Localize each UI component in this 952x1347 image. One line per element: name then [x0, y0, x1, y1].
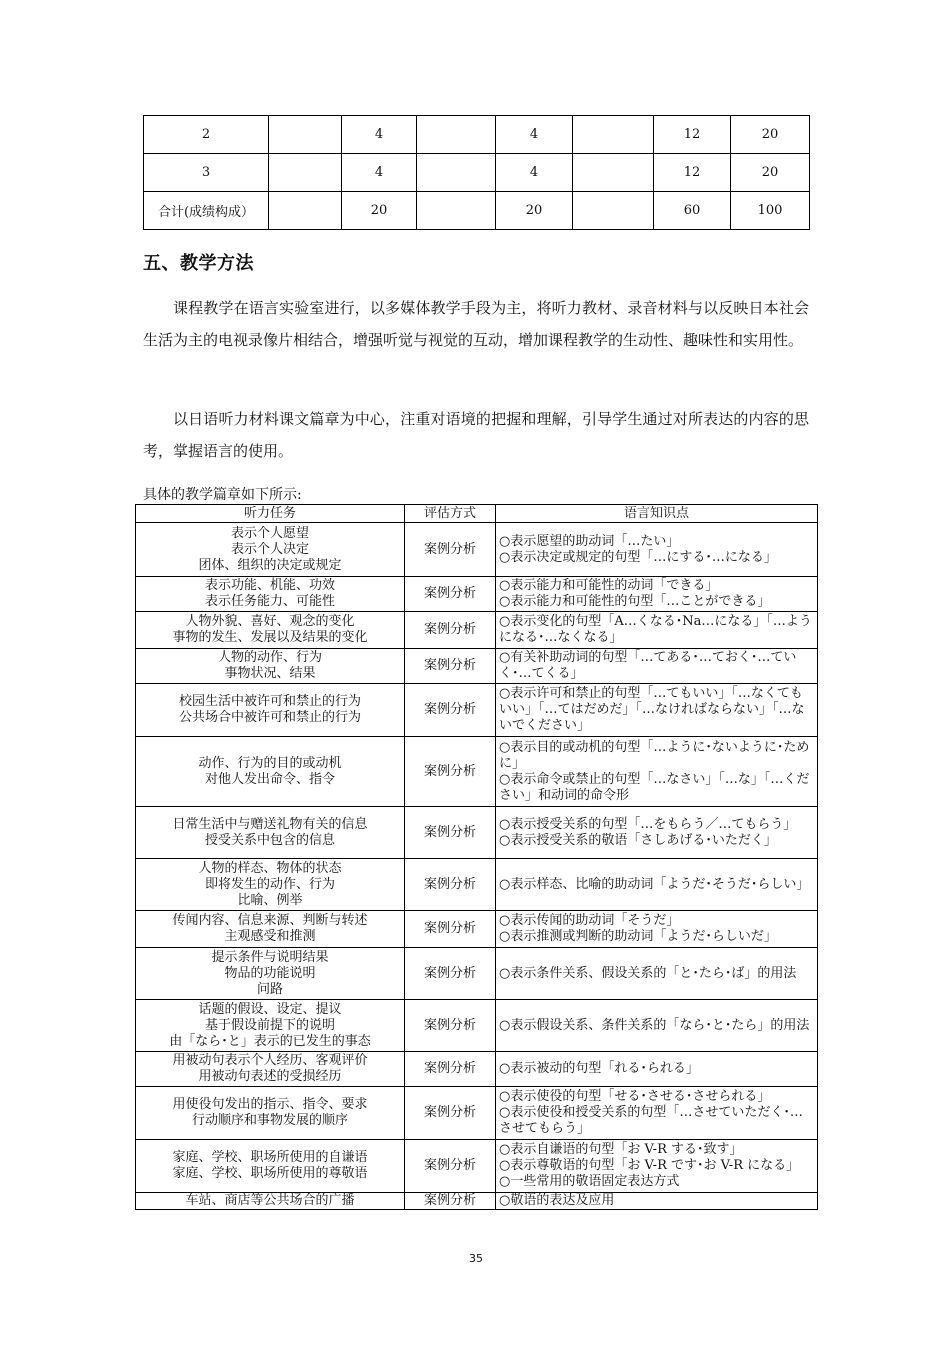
listening-task-line: 日常生活中与赠送礼物有关的信息	[172, 816, 368, 832]
listening-task-cell	[136, 1000, 405, 1052]
score-table-row	[144, 192, 810, 230]
language-points-cell	[496, 684, 818, 737]
score-table-cell	[417, 154, 496, 192]
listening-task-line: 话题的假设、设定、提议	[198, 1001, 342, 1017]
listening-task-line: 人物的动作、行为	[217, 650, 322, 665]
listening-task-line: 基于假设前提下的说明	[204, 1017, 335, 1033]
listening-task-line: 授受关系中包含的信息	[204, 832, 335, 848]
listening-task-line: 人物外貌、喜好、观念的变化	[185, 614, 355, 629]
language-points-cell	[496, 737, 818, 807]
score-table-cell	[573, 192, 654, 230]
chapter-table-row	[136, 911, 818, 948]
language-point-item: ○表示能力和可能性的动词「できる」	[499, 578, 719, 593]
listening-task-cell	[136, 859, 405, 911]
assessment-method-cell: 案例分析	[405, 1193, 496, 1210]
listening-task-cell	[136, 523, 405, 577]
language-point-item: ○表示愿望的助动词「…たい」	[499, 533, 680, 549]
score-table-cell: 20	[496, 192, 573, 230]
listening-task-cell	[136, 684, 405, 737]
chapter-table-row	[136, 1000, 818, 1052]
listening-task-cell	[136, 1140, 405, 1193]
language-point-item: ○表示自谦语的句型「お V-R する･致す」	[499, 1142, 743, 1157]
score-table-cell: 12	[654, 154, 731, 192]
score-table-cell	[417, 192, 496, 230]
listening-task-line: 用被动句表述的受损经历	[198, 1069, 342, 1084]
chapter-table-row	[136, 737, 818, 807]
listening-task-line: 由「なら･と」表示的已发生的事态	[169, 1033, 371, 1049]
chapter-table-row	[136, 612, 818, 649]
score-table-cell	[573, 116, 654, 154]
assessment-method-cell: 案例分析	[405, 649, 496, 684]
listening-task-cell	[136, 649, 405, 684]
language-point-item: ○一些常用的敬语固定表达方式	[499, 1174, 680, 1189]
score-table-cell: 3	[144, 154, 269, 192]
header-language-points: 语言知识点	[496, 505, 818, 523]
listening-task-line: 即将发生的动作、行为	[204, 876, 335, 892]
language-point-item: ○表示样态、比喻的助动词「ようだ･そうだ･らしい」	[499, 876, 810, 892]
assessment-method-cell: 案例分析	[405, 1000, 496, 1052]
language-points-cell	[496, 807, 818, 859]
score-table-cell: 20	[731, 154, 810, 192]
chapter-table-row	[136, 807, 818, 859]
language-point-item: ○表示命令或禁止的句型「…なさい」「…な」「…ください」和动词的命令形	[499, 771, 810, 803]
listening-task-line: 表示个人决定	[230, 541, 309, 557]
language-points-cell	[496, 612, 818, 649]
chapter-table-row	[136, 1140, 818, 1193]
listening-task-line: 物品的功能说明	[224, 965, 316, 981]
language-points-cell	[496, 523, 818, 577]
language-point-item: ○表示许可和禁止的句型「…てもいい」「…なくてもいい」「…てはだめだ」「…なければならない」「…ないでください」	[499, 686, 805, 733]
section-heading: 五、教学方法	[143, 253, 254, 274]
listening-task-line: 传闻内容、信息来源、判断与转述	[172, 913, 368, 928]
language-points-cell	[496, 1140, 818, 1193]
listening-task-line: 团体、组织的决定或规定	[198, 557, 342, 573]
language-points-cell	[496, 1052, 818, 1087]
chapter-table-row	[136, 948, 818, 1000]
score-composition-table	[143, 115, 810, 230]
score-table-cell: 2	[144, 116, 269, 154]
language-points-cell	[496, 859, 818, 911]
assessment-method-cell: 案例分析	[405, 737, 496, 807]
listening-task-line: 表示功能、机能、功效	[204, 578, 335, 593]
listening-task-cell	[136, 1087, 405, 1140]
assessment-method-cell: 案例分析	[405, 684, 496, 737]
chapter-table-header-row	[136, 505, 818, 523]
header-listening-task: 听力任务	[136, 505, 405, 523]
header-assessment-method: 评估方式	[405, 505, 496, 523]
language-points-cell	[496, 1087, 818, 1140]
score-table-row	[144, 116, 810, 154]
score-table-cell: 合计(成绩构成）	[144, 192, 269, 230]
score-table-cell: 20	[731, 116, 810, 154]
score-table-cell: 4	[496, 116, 573, 154]
score-table-cell: 4	[342, 154, 417, 192]
chapter-table-row	[136, 577, 818, 612]
listening-task-line: 表示个人愿望	[230, 525, 309, 541]
language-point-item: ○表示使役的句型「せる･させる･させられる」	[499, 1089, 771, 1104]
page-number: 35	[469, 1252, 483, 1265]
listening-task-line: 用被动句表示个人经历、客观评价	[172, 1053, 368, 1068]
score-table-cell	[269, 154, 342, 192]
chapter-table	[135, 504, 818, 1210]
language-point-item: ○表示假设关系、条件关系的「なら･と･たら」的用法	[499, 1017, 810, 1033]
language-point-item: ○表示变化的句型「A…くなる･Na…になる」「…ようになる･…なくなる」	[499, 614, 812, 645]
score-table-cell: 4	[342, 116, 417, 154]
assessment-method-cell: 案例分析	[405, 1052, 496, 1087]
listening-task-cell	[136, 807, 405, 859]
listening-task-cell	[136, 577, 405, 612]
assessment-method-cell: 案例分析	[405, 577, 496, 612]
language-point-item: ○表示传闻的助动词「そうだ」	[499, 913, 680, 928]
listening-task-line: 校园生活中被许可和禁止的行为	[178, 694, 361, 709]
score-table-cell	[573, 154, 654, 192]
assessment-method-cell: 案例分析	[405, 911, 496, 948]
language-points-cell	[496, 911, 818, 948]
chapter-table-row	[136, 1052, 818, 1087]
listening-task-line: 主观感受和推测	[224, 929, 316, 944]
listening-task-line: 家庭、学校、职场所使用的自谦语	[172, 1150, 368, 1165]
paragraph-teaching-method: 课程教学在语言实验室进行，以多媒体教学手段为主，将听力教材、录音材料与以反映日本社会生活为主的电视录像片相结合，增强听觉与视觉的互动，增加课程教学的生动性、趣味性和实用性。	[143, 299, 809, 349]
listening-task-line: 事物状况、结果	[224, 666, 316, 681]
language-point-item: ○表示能力和可能性的句型「…ことができる」	[499, 594, 771, 609]
chapter-table-row	[136, 523, 818, 577]
table-intro: 具体的教学篇章如下所示:	[143, 487, 302, 503]
language-points-cell	[496, 577, 818, 612]
listening-task-line: 比喻、例举	[237, 892, 303, 908]
listening-task-cell	[136, 911, 405, 948]
score-table-cell: 100	[731, 192, 810, 230]
score-table-cell	[269, 192, 342, 230]
score-table-cell: 60	[654, 192, 731, 230]
assessment-method-cell: 案例分析	[405, 948, 496, 1000]
score-table-cell: 20	[342, 192, 417, 230]
listening-task-cell	[136, 1052, 405, 1087]
listening-task-cell	[136, 1193, 405, 1210]
score-table-cell: 4	[496, 154, 573, 192]
language-point-item: ○敬语的表达及应用	[499, 1193, 615, 1208]
listening-task-line: 事物的发生、发展以及结果的变化	[172, 630, 368, 645]
listening-task-line: 动作、行为的目的或动机	[198, 755, 342, 771]
score-table-cell	[269, 116, 342, 154]
listening-task-cell	[136, 612, 405, 649]
assessment-method-cell: 案例分析	[405, 807, 496, 859]
language-point-item: ○表示被动的句型「れる･られる」	[499, 1061, 699, 1076]
language-point-item: ○表示授受关系的句型「…をもらう／…てもらう」	[499, 816, 797, 832]
listening-task-line: 公共场合中被许可和禁止的行为	[178, 710, 361, 725]
listening-task-line: 表示任务能力、可能性	[204, 594, 335, 609]
language-points-cell	[496, 1000, 818, 1052]
chapter-table-row	[136, 684, 818, 737]
assessment-method-cell: 案例分析	[405, 1140, 496, 1193]
score-table-cell: 12	[654, 116, 731, 154]
language-points-cell	[496, 649, 818, 684]
language-point-item: ○表示授受关系的敬语「さしあげる･いただく」	[499, 832, 777, 848]
score-table-cell	[417, 116, 496, 154]
language-points-cell	[496, 1193, 818, 1210]
language-point-item: ○表示决定或规定的句型「…にする･…になる」	[499, 549, 777, 565]
language-point-item: ○表示推测或判断的助动词「ようだ･らしいだ」	[499, 929, 777, 944]
assessment-method-cell: 案例分析	[405, 1087, 496, 1140]
listening-task-cell	[136, 948, 405, 1000]
chapter-table-row	[136, 1193, 818, 1210]
listening-task-line: 对他人发出命令、指令	[204, 771, 335, 787]
chapter-table-row	[136, 649, 818, 684]
listening-task-line: 提示条件与说明结果	[211, 949, 329, 965]
language-point-item: ○表示目的或动机的句型「…ように･ないように･ために」	[499, 739, 810, 771]
language-points-cell	[496, 948, 818, 1000]
chapter-table-row	[136, 1087, 818, 1140]
language-point-item: ○有关补助动词的句型「…てある･…ておく･…ていく･…てくる」	[499, 650, 797, 681]
assessment-method-cell: 案例分析	[405, 859, 496, 911]
assessment-method-cell: 案例分析	[405, 612, 496, 649]
language-point-item: ○表示条件关系、假设关系的「と･たら･ば」的用法	[499, 965, 797, 981]
score-table-row	[144, 154, 810, 192]
listening-task-line: 行动顺序和事物发展的顺序	[191, 1113, 348, 1128]
paragraph-teaching-focus: 以日语听力材料课文篇章为中心，注重对语境的把握和理解，引导学生通过对所表达的内容的思考，掌握语言的使用。	[143, 410, 809, 460]
listening-task-line: 用使役句发出的指示、指令、要求	[172, 1097, 368, 1112]
listening-task-line: 家庭、学校、职场所使用的尊敬语	[172, 1166, 368, 1181]
listening-task-line: 问路	[256, 981, 283, 997]
listening-task-line: 人物的样态、物体的状态	[198, 860, 342, 876]
listening-task-line: 车站、商店等公共场合的广播	[185, 1193, 355, 1208]
listening-task-cell	[136, 737, 405, 807]
language-point-item: ○表示使役和授受关系的句型「…させていただく･…させてもらう」	[499, 1105, 803, 1136]
language-point-item: ○表示尊敬语的句型「お V-R です･お V-R になる」	[499, 1158, 800, 1173]
assessment-method-cell: 案例分析	[405, 523, 496, 577]
chapter-table-row	[136, 859, 818, 911]
